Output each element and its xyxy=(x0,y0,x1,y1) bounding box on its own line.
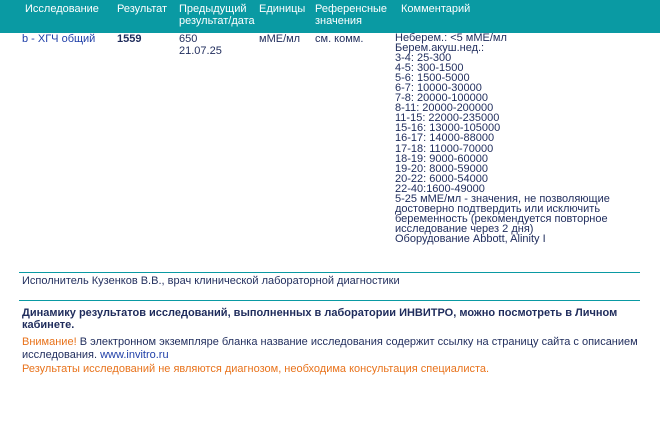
electronic-copy-note xyxy=(22,336,652,362)
comment-line: 15-16: 13000-105000 xyxy=(395,122,501,135)
header-previous-line2: результат/дата xyxy=(179,14,255,27)
disclaimer-text: Результаты исследований не являются диагнозом, необходима консультация специалиста. xyxy=(22,363,490,375)
units-value: мМЕ/мл xyxy=(259,33,301,45)
header-units: Единицы xyxy=(259,3,306,15)
dynamics-note: Динамику результатов исследований, выполненных в лаборатории ИНВИТРО, можно посмотреть в Личном кабинете. xyxy=(22,307,618,331)
comment-line: Берем.акуш.нед.: xyxy=(395,42,485,55)
comment-line: беременность (рекомендуется повторное xyxy=(395,212,608,225)
header-result: Результат xyxy=(117,3,168,15)
previous-date: 21.07.25 xyxy=(179,44,222,57)
test-name-link[interactable]: b - ХГЧ общий xyxy=(22,33,96,45)
header-previous xyxy=(179,4,255,27)
header-reference xyxy=(315,4,387,27)
comment-line: 7-8: 20000-100000 xyxy=(395,92,488,105)
comment-line: 11-15: 22000-235000 xyxy=(395,112,500,125)
comment-line: 8-11: 20000-200000 xyxy=(395,102,494,115)
comment-line: 17-18: 11000-70000 xyxy=(395,142,494,155)
previous-value: 650 xyxy=(179,33,198,45)
header-reference-line1: Референсные xyxy=(315,3,388,15)
comment-line: 5-6: 1500-5000 xyxy=(395,72,470,85)
comment-line: Оборудование Abbott, Alinity I xyxy=(395,232,546,245)
comment-line: 4-5: 300-1500 xyxy=(395,62,464,75)
comment-line: 6-7: 10000-30000 xyxy=(395,82,482,95)
comment-line: 22-40:1600-49000 xyxy=(395,182,485,195)
previous-result xyxy=(179,34,222,57)
comment-block xyxy=(395,33,610,244)
divider-bottom xyxy=(19,300,640,301)
table-header xyxy=(0,0,660,33)
header-comment: Комментарий xyxy=(401,3,471,15)
comment-line: 5-25 мМЕ/мл - значения, не позволяющие xyxy=(395,192,610,205)
result-value: 1559 xyxy=(117,33,142,45)
comment-line: Неберем.: <5 мМЕ/мл xyxy=(395,32,507,44)
header-test: Исследование xyxy=(25,3,99,15)
header-reference-line2: значения xyxy=(315,14,363,27)
comment-line: исследование через 2 дня) xyxy=(395,222,534,235)
attention-label: Внимание! xyxy=(22,336,77,348)
reference-value: см. комм. xyxy=(315,33,364,45)
divider-top xyxy=(19,272,640,273)
comment-line: 18-19: 9000-60000 xyxy=(395,152,488,165)
header-previous-line1: Предыдущий xyxy=(179,3,247,15)
comment-line: 20-22: 6000-54000 xyxy=(395,172,488,185)
comment-line: 16-17: 14000-88000 xyxy=(395,132,495,145)
comment-line: достоверно подтвердить или исключить xyxy=(395,202,601,215)
performer-text: Исполнитель Кузенков В.В., врач клинической лабораторной диагностики xyxy=(22,275,400,287)
site-link[interactable]: www.invitro.ru xyxy=(100,349,169,361)
comment-line: 3-4: 25-300 xyxy=(395,52,452,65)
note-text: В электронном экземпляре бланка название исследования содержит ссылку на страницу сайта с описанием исследования. xyxy=(22,336,638,361)
comment-line: 19-20: 8000-59000 xyxy=(395,162,488,175)
